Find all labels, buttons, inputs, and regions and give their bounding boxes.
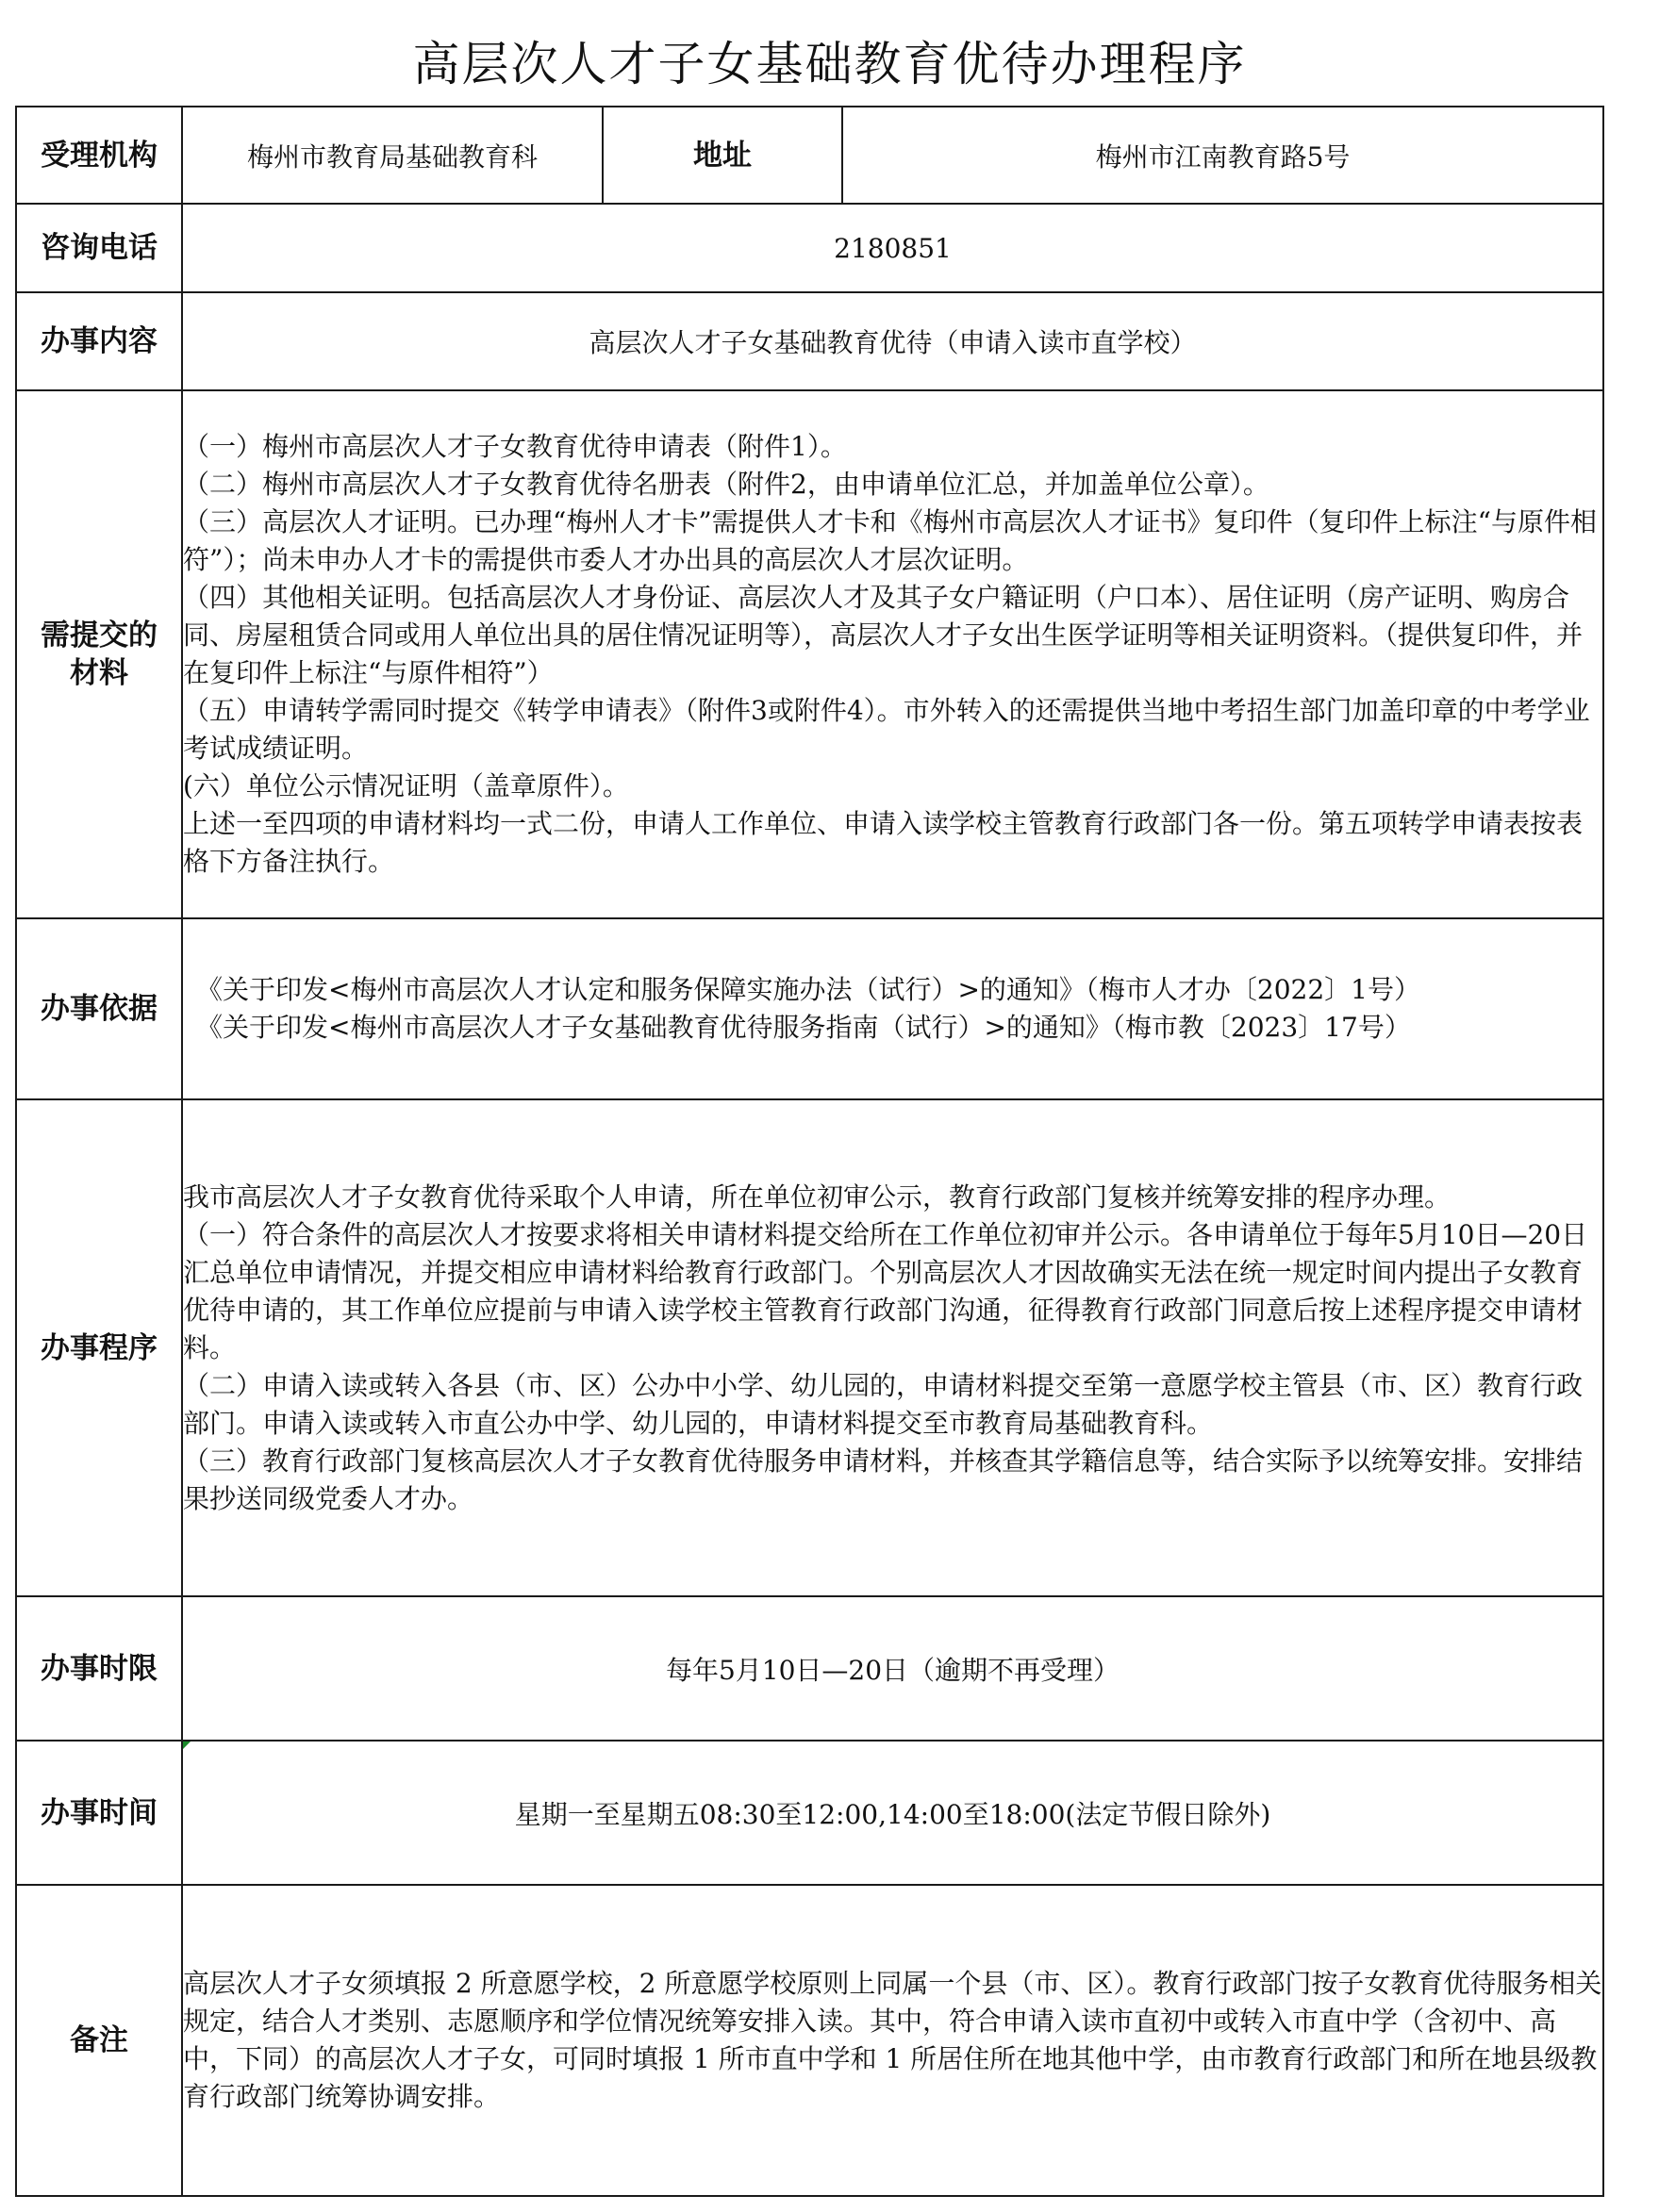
agency-value: 梅州市教育局基础教育科 bbox=[182, 107, 603, 204]
basis-item-1: 《关于印发<梅州市高层次人才认定和服务保障实施办法（试行）>的通知》（梅市人才办〔2022〕1号） bbox=[196, 974, 1420, 1005]
row-phone bbox=[16, 204, 1603, 292]
materials-item-5: （五）申请转学需同时提交《转学申请表》（附件3或附件4）。市外转入的还需提供当地中考招生部门加盖印章的中考学业考试成绩证明。 bbox=[183, 695, 1590, 764]
row-agency bbox=[16, 107, 1603, 204]
row-materials bbox=[16, 390, 1603, 918]
row-content bbox=[16, 292, 1603, 390]
materials-item-6: (六）单位公示情况证明（盖章原件）。 bbox=[183, 770, 629, 801]
office-hours-text: 星期一至星期五08:30至12:00,14:00至18:00(法定节假日除外) bbox=[514, 1798, 1271, 1830]
remarks-label: 备注 bbox=[16, 1885, 182, 2196]
materials-label-line2: 材料 bbox=[70, 656, 128, 690]
row-office-hours bbox=[16, 1741, 1603, 1885]
procedure-item-3: （二）申请入读或转入各县（市、区）公办中小学、幼儿园的，申请材料提交至第一意愿学校主管县（市、区）教育行政部门。申请入读或转入市直公办中学、幼儿园的，申请材料提交至市教育局基础教育科。 bbox=[183, 1369, 1584, 1439]
basis-list bbox=[182, 918, 1603, 1099]
materials-item-2: （二）梅州市高层次人才子女教育优待名册表（附件2，由申请单位汇总，并加盖单位公章）。 bbox=[183, 469, 1269, 500]
remarks-text: 高层次人才子女须填报 2 所意愿学校，2 所意愿学校原则上同属一个县（市、区）。教育行政部门按子女教育优待服务相关规定，结合人才类别、志愿顺序和学位情况统筹安排入读。其中，符合申请入读市直初中或转入市直中学（含初中、高中，下同）的高层次人才子女，可同时填报 1 所市直中学和 1 所居住所在地其他中学，由市教育行政部门和所在地县级教育行政部门统筹协调安排。 bbox=[182, 1885, 1603, 2196]
materials-item-4: （四）其他相关证明。包括高层次人才身份证、高层次人才及其子女户籍证明（户口本）、居住证明（房产证明、购房合同、房屋租赁合同或用人单位出具的居住情况证明等），高层次人才子女出生医学证明等相关证明资料。（提供复印件，并在复印件上标注“与原件相符”） bbox=[183, 582, 1584, 688]
office-hours-label: 办事时间 bbox=[16, 1741, 182, 1885]
row-remarks bbox=[16, 1885, 1603, 2196]
basis-item-2: 《关于印发<梅州市高层次人才子女基础教育优待服务指南（试行）>的通知》（梅市教〔2023〕17号） bbox=[196, 1012, 1411, 1043]
row-time-limit bbox=[16, 1596, 1603, 1741]
row-procedure bbox=[16, 1099, 1603, 1596]
procedure-item-4: （三）教育行政部门复核高层次人才子女教育优待服务申请材料，并核查其学籍信息等，结合实际予以统筹安排。安排结果抄送同级党委人才办。 bbox=[183, 1444, 1584, 1514]
materials-item-7: 上述一至四项的申请材料均一式二份，申请人工作单位、申请入读学校主管教育行政部门各一份。第五项转学申请表按表格下方备注执行。 bbox=[183, 808, 1584, 877]
address-value: 梅州市江南教育路5号 bbox=[842, 107, 1603, 204]
time-limit-label: 办事时限 bbox=[16, 1596, 182, 1741]
time-limit-value: 每年5月10日—20日（逾期不再受理） bbox=[182, 1596, 1603, 1741]
agency-label: 受理机构 bbox=[16, 107, 182, 204]
materials-list bbox=[182, 390, 1603, 918]
content-value: 高层次人才子女基础教育优待（申请入读市直学校） bbox=[182, 292, 1603, 390]
procedure-table bbox=[15, 106, 1604, 2197]
materials-item-1: （一）梅州市高层次人才子女教育优待申请表（附件1）。 bbox=[183, 431, 847, 462]
procedure-list bbox=[182, 1099, 1603, 1596]
materials-label bbox=[16, 390, 182, 918]
phone-value: 2180851 bbox=[182, 204, 1603, 292]
content-label: 办事内容 bbox=[16, 292, 182, 390]
procedure-item-2: （一）符合条件的高层次人才按要求将相关申请材料提交给所在工作单位初审并公示。各申请单位于每年5月10日—20日汇总单位申请情况，并提交相应申请材料给教育行政部门。个别高层次人才因故确实无法在统一规定时间内提出子女教育优待申请的，其工作单位应提前与申请入读学校主管教育行政部门沟通，征得教育行政部门同意后按上述程序提交申请材料。 bbox=[183, 1218, 1588, 1363]
office-hours-value bbox=[182, 1741, 1603, 1885]
row-basis bbox=[16, 918, 1603, 1099]
materials-item-3: （三）高层次人才证明。已办理“梅州人才卡”需提供人才卡和《梅州市高层次人才证书》复印件（复印件上标注“与原件相符”）；尚未申办人才卡的需提供市委人才办出具的高层次人才层次证明。 bbox=[183, 506, 1597, 575]
address-label: 地址 bbox=[603, 107, 842, 204]
page-title: 高层次人才子女基础教育优待办理程序 bbox=[412, 37, 1247, 91]
procedure-item-1: 我市高层次人才子女教育优待采取个人申请，所在单位初审公示，教育行政部门复核并统筹安排的程序办理。 bbox=[183, 1180, 1452, 1213]
basis-label: 办事依据 bbox=[16, 918, 182, 1099]
materials-label-line1: 需提交的 bbox=[41, 619, 158, 652]
cell-comment-marker bbox=[183, 1742, 191, 1749]
phone-label: 咨询电话 bbox=[16, 204, 182, 292]
procedure-label: 办事程序 bbox=[16, 1099, 182, 1596]
